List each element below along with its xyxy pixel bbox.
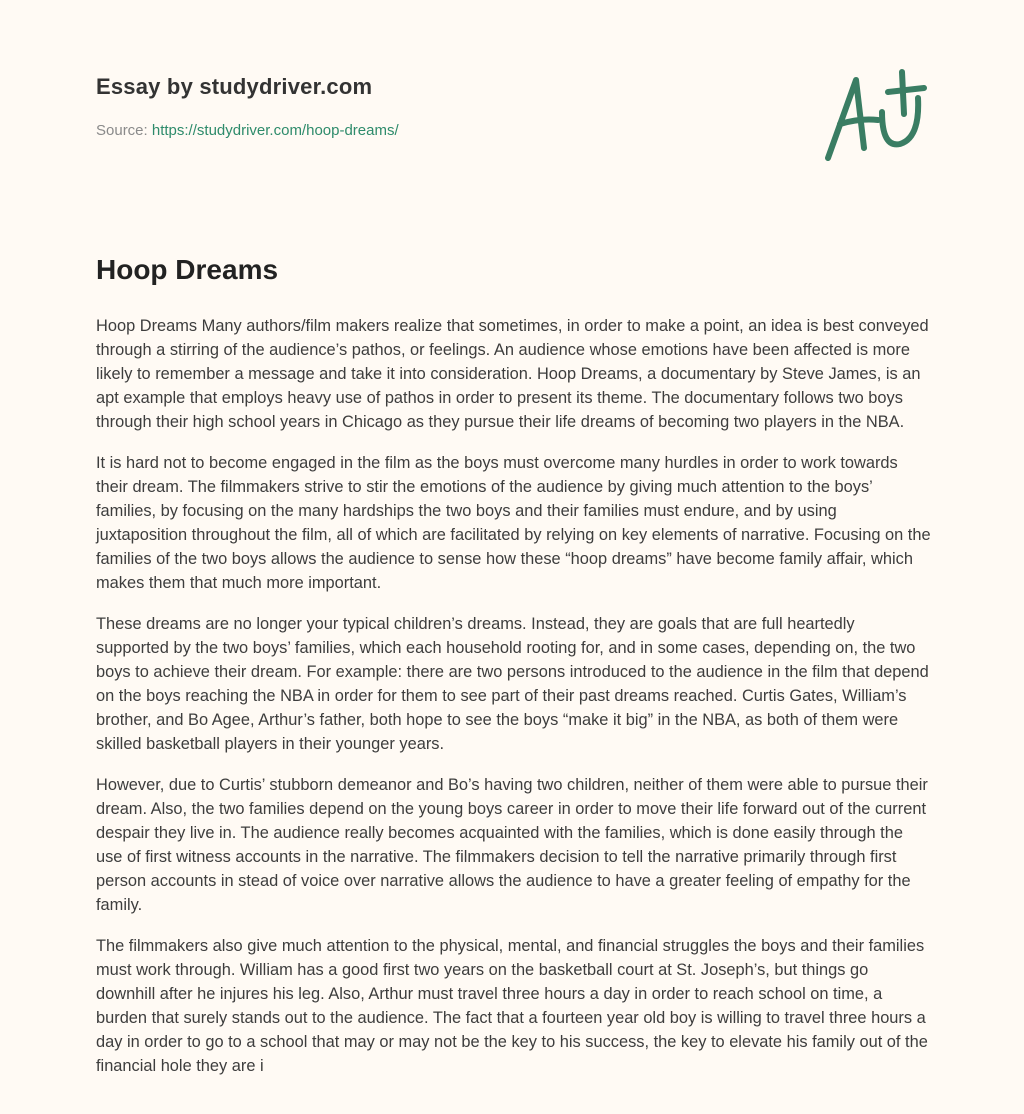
paragraph: Hoop Dreams Many authors/film makers realize that sometimes, in order to make a point, an idea is best conveyed through a stirring of the audience’s pathos, or feelings. An audience whose emotions have been affected is more likely to remember a message and take it into consideration. Hoop Dreams, a documentary by Steve James, is an apt example that employs heavy use of pathos in order to present its theme. The documentary follows two boys through their high school years in Chicago as they pursue their life dreams of becoming two players in the NBA. bbox=[96, 317, 929, 431]
header bbox=[96, 74, 399, 139]
source-link[interactable]: https://studydriver.com/hoop-dreams/ bbox=[151, 122, 399, 139]
paragraph: The filmmakers also give much attention to the physical, mental, and financial struggles the boys and their families must work through. William has a good first two years on the basketball court at St. Joseph’s, but things go downhill after he injures his leg. Also, Arthur must travel three hours a day in order to reach school on time, a burden that surely stands out to the audience. The fact that a fourteen year old boy is willing to travel three hours a day in order to go to a school that may or may not be the key to his success, the key to elevate his family out of the financial hole they are i bbox=[96, 937, 928, 1075]
site-title: Essay by studydriver.com bbox=[96, 74, 373, 99]
essay-body bbox=[96, 314, 932, 1095]
paragraph: However, due to Curtis’ stubborn demeanor and Bo’s having two children, neither of them were able to pursue their dream. Also, the two families depend on the young boys career in order to move their life forward out of the current despair they live in. The audience really becomes acquainted with the families, which is done easily through the use of first witness accounts in the narrative. The filmmakers decision to tell the narrative primarily through first person accounts in stead of voice over narrative allows the audience to have a greater feeling of empathy for the family. bbox=[96, 776, 928, 914]
essay-title: Hoop Dreams bbox=[96, 254, 279, 285]
paragraph: These dreams are no longer your typical children’s dreams. Instead, they are goals that are full heartedly supported by the two boys’ families, which each household rooting for, and in some cases, depending on, the two boys to achieve their dream. For example: there are two persons introduced to the audience in the film that depend on the boys reaching the NBA in order for them to see part of their past dreams reached. Curtis Gates, William’s brother, and Bo Agee, Arthur’s father, both hope to see the boys “make it big” in the NBA, as both of them were skilled basketball players in their younger years. bbox=[96, 615, 929, 753]
paragraph: It is hard not to become engaged in the film as the boys must overcome many hurdles in order to work towards their dream. The filmmakers strive to stir the emotions of the audience by giving much attention to the boys’ families, by focusing on the many hardships the two boys and their families must endure, and by using juxtaposition throughout the film, all of which are facilitated by relying on key elements of narrative. Focusing on the families of the two boys allows the audience to sense how these “hoop dreams” have become family affair, which makes them that much more important. bbox=[96, 454, 931, 592]
source-line bbox=[96, 122, 399, 139]
source-label: Source: bbox=[96, 122, 148, 139]
a-plus-logo-icon bbox=[820, 68, 930, 168]
